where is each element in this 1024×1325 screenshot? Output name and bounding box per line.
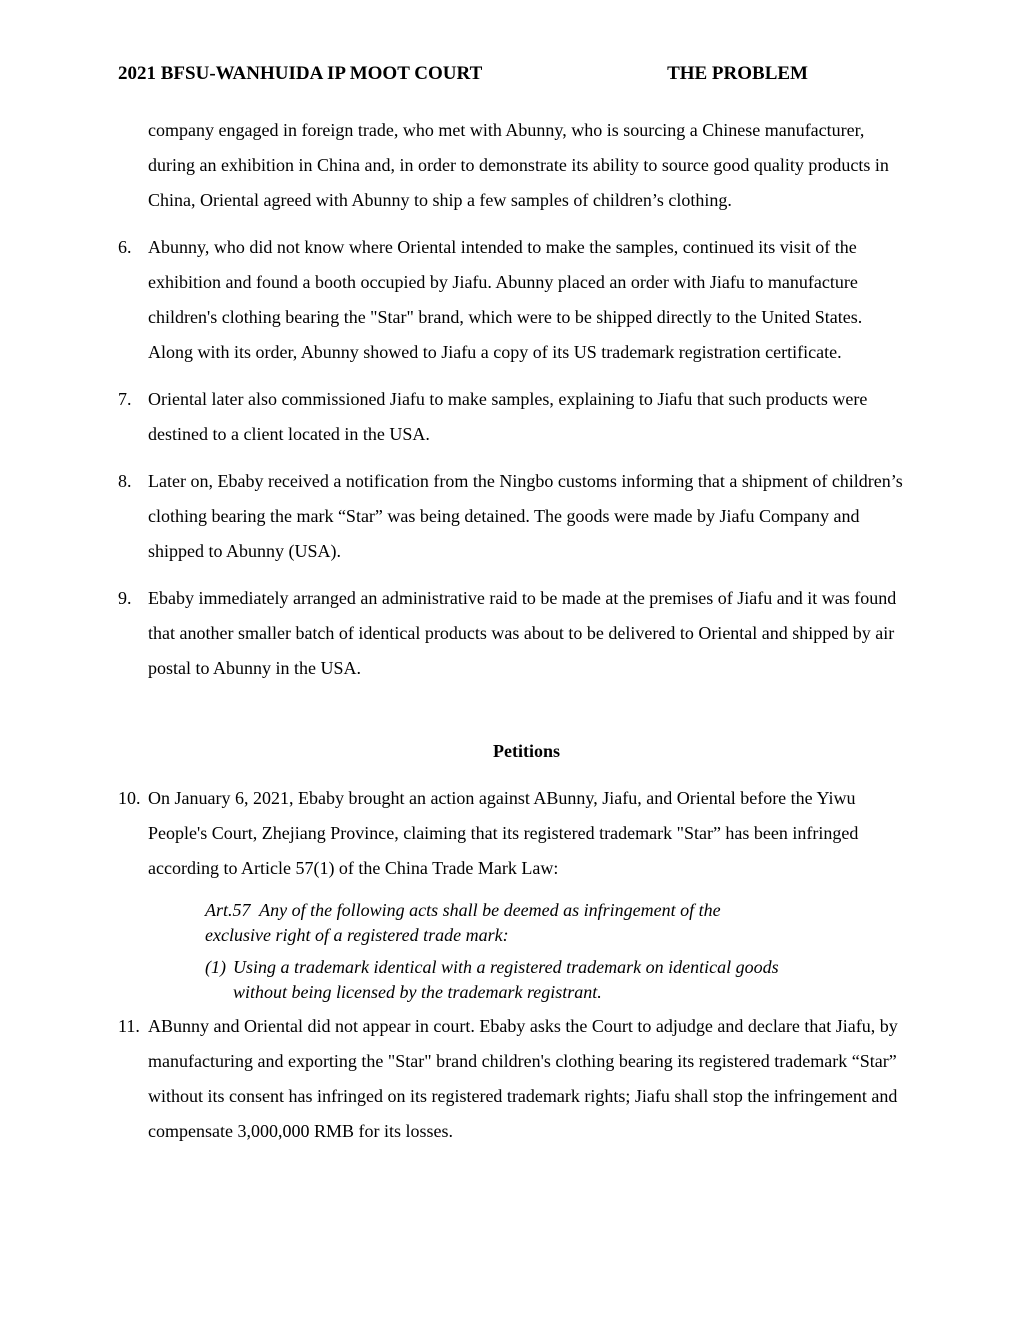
item-number: 6. bbox=[118, 237, 132, 257]
item-text: Oriental later also commissioned Jiafu to make samples, explaining to Jiafu that such products were destined to a client located in the USA. bbox=[148, 389, 872, 444]
intro-paragraph: company engaged in foreign trade, who met with Abunny, who is sourcing a Chinese manufacturer, during an exhibition in China and, in order to demonstrate its ability to source good quality products in China, Oriental agreed with Abunny to ship a few samples of children’s clothing. bbox=[148, 120, 894, 210]
item-number: 11. bbox=[118, 1016, 140, 1036]
statute-quote bbox=[205, 898, 905, 1005]
item-text: ABunny and Oriental did not appear in court. Ebaby asks the Court to adjudge and declare that Jiafu, by manufacturing and exporting the "Star" brand children's clothing bearing its registered trademark “Star” without its consent has infringed on its registered trademark rights; Jiafu shall stop the infringement and compensate 3,000,000 RMB for its losses. bbox=[148, 1016, 903, 1141]
item-text: Later on, Ebaby received a notification from the Ningbo customs informing that a shipment of children’s clothing bearing the mark “Star” was being detained. The goods were made by Jiafu Company and shipped to Abunny (USA). bbox=[148, 471, 908, 561]
item-number: 10. bbox=[118, 788, 141, 808]
statute-quote-line: Using a trademark identical with a registered trademark on identical goods bbox=[233, 957, 779, 977]
subitem-text bbox=[233, 955, 905, 1005]
item-number: 8. bbox=[118, 471, 132, 491]
list-item-9 bbox=[118, 581, 905, 686]
header-left-title: 2021 BFSU-WANHUIDA IP MOOT COURT bbox=[118, 63, 483, 84]
item-text: Abunny, who did not know where Oriental intended to make the samples, continued its visit of the exhibition and found a booth occupied by Jiafu. Abunny placed an order with Jiafu to manufacture children's clothing bearing the "Star" brand, which were to be shipped directly to the United States. Along with its order, Abunny showed to Jiafu a copy of its US trademark registration certificate. bbox=[148, 237, 866, 362]
item-text: Ebaby immediately arranged an administrative raid to be made at the premises of Jiafu and it was found that another smaller batch of identical products was about to be delivered to Oriental and shipped by air postal to Abunny in the USA. bbox=[148, 588, 901, 678]
statute-quote-subitem bbox=[205, 955, 905, 1005]
item-number: 9. bbox=[118, 588, 132, 608]
petitions-heading: Petitions bbox=[493, 741, 560, 761]
list-item-8 bbox=[118, 464, 908, 569]
list-item-7 bbox=[118, 382, 905, 452]
statute-quote-line: without being licensed by the trademark registrant. bbox=[233, 982, 602, 1002]
list-item-10 bbox=[118, 781, 905, 886]
header-right-title: THE PROBLEM bbox=[667, 63, 808, 84]
list-item-11 bbox=[118, 1009, 905, 1149]
list-item-6 bbox=[118, 230, 905, 370]
subitem-number: (1) bbox=[205, 957, 226, 977]
statute-quote-line: Art.57 Any of the following acts shall be deemed as infringement of the bbox=[205, 900, 721, 920]
item-number: 7. bbox=[118, 389, 132, 409]
item-text: On January 6, 2021, Ebaby brought an action against ABunny, Jiafu, and Oriental before the Yiwu People's Court, Zhejiang Province, claiming that its registered trademark "Star” has been infringed according to Article 57(1) of the China Trade Mark Law: bbox=[148, 788, 863, 878]
statute-quote-line: exclusive right of a registered trade mark: bbox=[205, 925, 509, 945]
document-header bbox=[118, 56, 905, 91]
